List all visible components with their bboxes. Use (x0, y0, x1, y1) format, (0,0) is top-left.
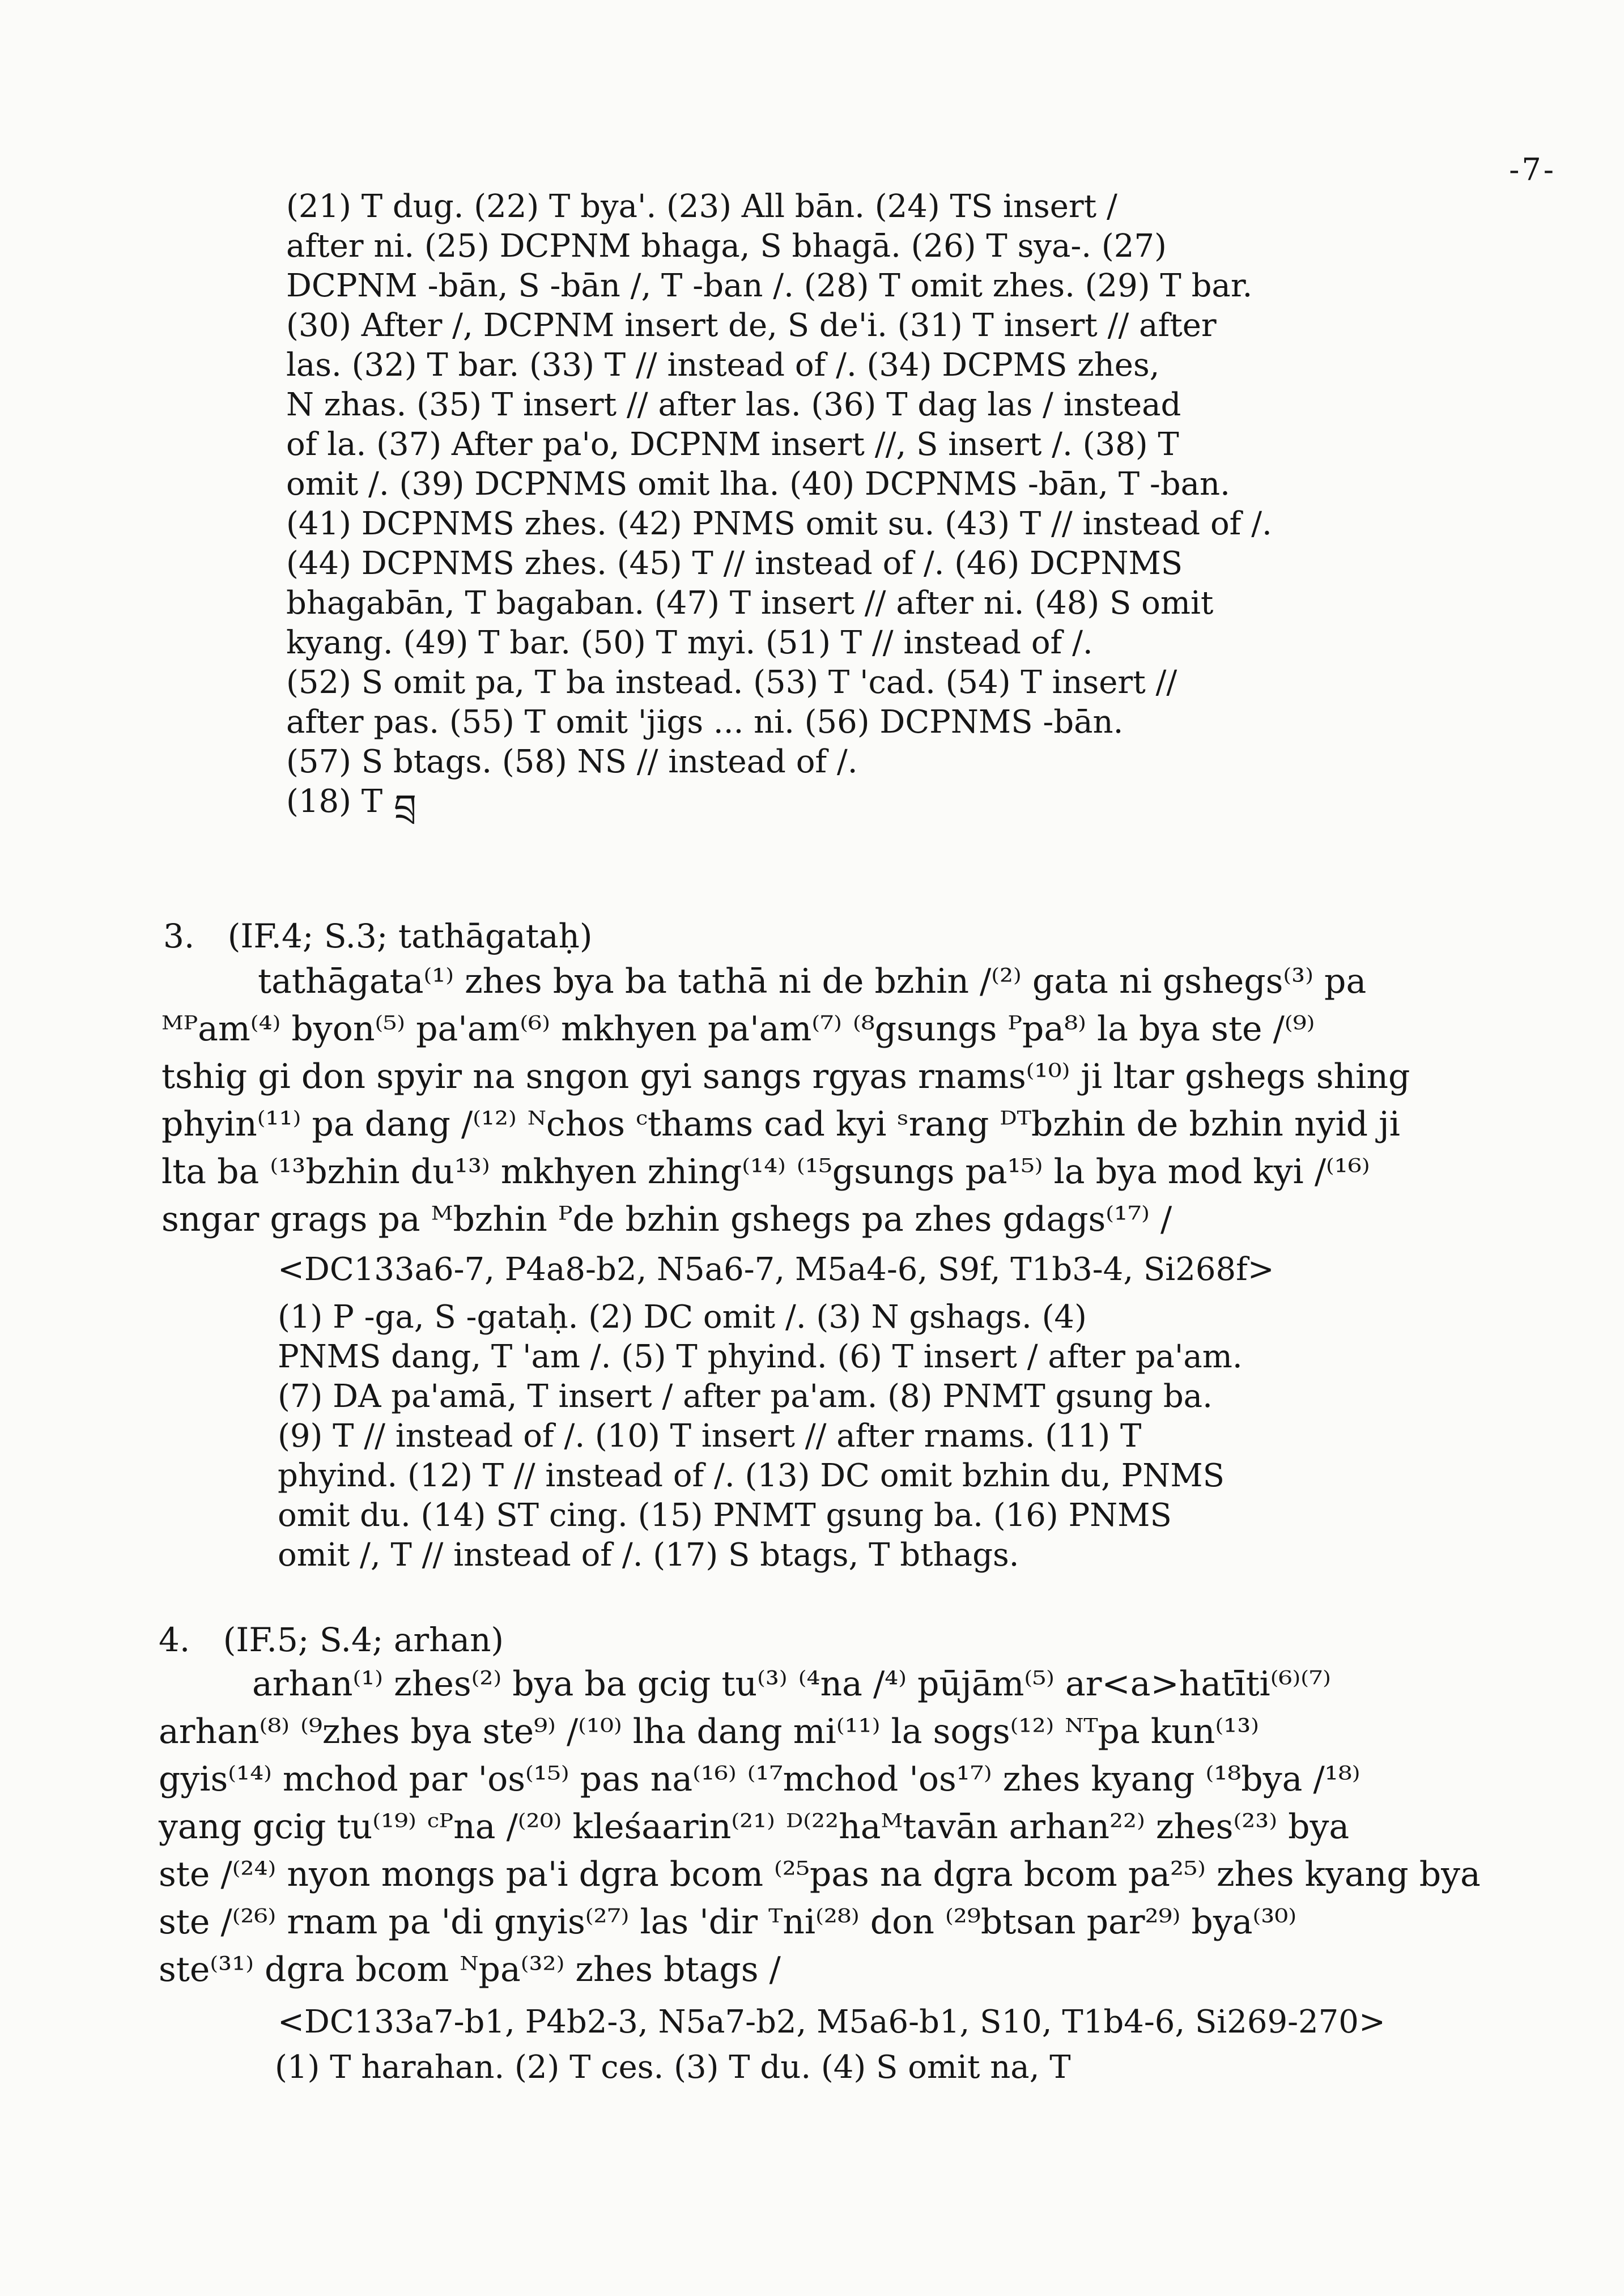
note-line-18 (286, 782, 1442, 828)
note-line: (57) S btags. (58) NS // instead of /. (286, 743, 858, 780)
section-4-paragraph (159, 1660, 1481, 1993)
text-line: ᴹᴾam⁽⁴⁾ byon⁽⁵⁾ pa'am⁽⁶⁾ mkhyen pa'am⁽⁷⁾ ⁽⁸gsungs ᴾpa⁸⁾ la bya ste /⁽⁹⁾ (161, 1009, 1315, 1049)
note-line: (9) T // instead of /. (10) T insert // after rnams. (11) T (278, 1418, 1142, 1455)
section-number: 4. (159, 1621, 190, 1659)
text-line: gyis⁽¹⁴⁾ mchod par 'os⁽¹⁵⁾ pas na⁽¹⁶⁾ ⁽¹⁷mchod 'os¹⁷⁾ zhes kyang ⁽¹⁸bya /¹⁸⁾ (159, 1759, 1361, 1799)
text-line: lta ba ⁽¹³bzhin du¹³⁾ mkhyen zhing⁽¹⁴⁾ ⁽¹⁵gsungs pa¹⁵⁾ la bya mod kyi /⁽¹⁶⁾ (161, 1152, 1370, 1192)
page-number: -7- (1509, 152, 1556, 188)
note-line: of la. (37) After pa'o, DCPNM insert //, S insert /. (38) T (286, 426, 1179, 463)
section-reference: (IF.5; S.4; arhan) (223, 1621, 504, 1659)
note-line: PNMS dang, T 'am /. (5) T phyind. (6) T insert / after pa'am. (278, 1338, 1243, 1375)
section-number: 3. (163, 917, 195, 955)
note-line: (7) DA pa'amā, T insert / after pa'am. (8) PNMT gsung ba. (278, 1378, 1213, 1415)
text-line: yang gcig tu⁽¹⁹⁾ ᶜᴾna /⁽²⁰⁾ kleśaarin⁽²¹⁾ ᴰ⁽²²haᴹtavān arhan²²⁾ zhes⁽²³⁾ bya (159, 1807, 1350, 1847)
note-line: after ni. (25) DCPNM bhaga, S bhagā. (26) T sya-. (27) (286, 228, 1167, 265)
section-4-notes (275, 2048, 1317, 2087)
section-3-paragraph (161, 958, 1410, 1243)
note-line: (41) DCPNMS zhes. (42) PNMS omit su. (43) T // instead of /. (286, 505, 1272, 542)
note-line: omit du. (14) ST cing. (15) PNMT gsung ba. (16) PNMS (278, 1497, 1172, 1534)
note-line: phyind. (12) T // instead of /. (13) DC omit bzhin du, PNMS (278, 1457, 1225, 1494)
text-line: ste /⁽²⁶⁾ rnam pa 'di gnyis⁽²⁷⁾ las 'dir ᵀni⁽²⁸⁾ don ⁽²⁹btsan par²⁹⁾ bya⁽³⁰⁾ (159, 1902, 1297, 1942)
note-line: (30) After /, DCPNM insert de, S de'i. (31) T insert // after (286, 307, 1217, 344)
note-line: omit /. (39) DCPNMS omit lha. (40) DCPNMS -bān, T -ban. (286, 466, 1230, 503)
section2-notes (286, 187, 1442, 828)
note-line: DCPNM -bān, S -bān /, T -ban /. (28) T omit zhes. (29) T bar. (286, 267, 1253, 304)
note-line: (44) DCPNMS zhes. (45) T // instead of /. (46) DCPNMS (286, 545, 1183, 582)
note-line: las. (32) T bar. (33) T // instead of /. (34) DCPMS zhes, (286, 347, 1160, 384)
note-text: (18) T (286, 783, 383, 820)
text-line: tathāgata⁽¹⁾ zhes bya ba tathā ni de bzhin /⁽²⁾ gata ni gshegs⁽³⁾ pa (258, 962, 1367, 1001)
tibetan-glyph: བྲ (394, 786, 416, 828)
text-line: phyin⁽¹¹⁾ pa dang /⁽¹²⁾ ᴺchos ᶜthams cad kyi ˢrang ᴰᵀbzhin de bzhin nyid ji (161, 1104, 1400, 1144)
note-line: (52) S omit pa, T ba instead. (53) T 'cad. (54) T insert // (286, 664, 1177, 701)
note-line: bhagabān, T bagaban. (47) T insert // after ni. (48) S omit (286, 585, 1214, 622)
note-line: N zhas. (35) T insert // after las. (36) T dag las / instead (286, 386, 1181, 423)
note-line: after pas. (55) T omit 'jigs ... ni. (56) DCPNMS -bān. (286, 704, 1124, 741)
text-line: tshig gi don spyir na sngon gyi sangs rgyas rnams⁽¹⁰⁾ ji ltar gshegs shing (161, 1057, 1410, 1096)
note-line: (21) T dug. (22) T bya'. (23) All bān. (24) TS insert / (286, 188, 1117, 225)
note-line: omit /, T // instead of /. (17) S btags, T bthags. (278, 1537, 1019, 1574)
text-line: arhan⁽⁸⁾ ⁽⁹zhes bya ste⁹⁾ /⁽¹⁰⁾ lha dang mi⁽¹¹⁾ la sogs⁽¹²⁾ ᴺᵀpa kun⁽¹³⁾ (159, 1712, 1260, 1751)
text-line: arhan⁽¹⁾ zhes⁽²⁾ bya ba gcig tu⁽³⁾ ⁽⁴na /⁴⁾ pūjām⁽⁵⁾ ar<a>hatīti⁽⁶⁾⁽⁷⁾ (252, 1664, 1331, 1704)
section-4-heading (159, 1621, 504, 1659)
text-line: ste /⁽²⁴⁾ nyon mongs pa'i dgra bcom ⁽²⁵pas na dgra bcom pa²⁵⁾ zhes kyang bya (159, 1855, 1481, 1894)
section-3-locations: <DC133a6-7, P4a8-b2, N5a6-7, M5a4-6, S9f, T1b3-4, Si268f> (278, 1251, 1274, 1288)
section-4-locations: <DC133a7-b1, P4b2-3, N5a7-b2, M5a6-b1, S10, T1b4-6, Si269-270> (278, 2004, 1385, 2040)
note-line: kyang. (49) T bar. (50) T myi. (51) T // instead of /. (286, 624, 1093, 661)
note-line: (1) T harahan. (2) T ces. (3) T du. (4) S omit na, T (275, 2049, 1071, 2086)
note-line: (1) P -ga, S -gataḥ. (2) DC omit /. (3) N gshags. (4) (278, 1299, 1087, 1336)
section-reference: (IF.4; S.3; tathāgataḥ) (227, 917, 593, 955)
section-3-heading (163, 917, 593, 955)
section-3-notes (278, 1298, 1405, 1575)
text-line: sngar grags pa ᴹbzhin ᴾde bzhin gshegs pa zhes gdags⁽¹⁷⁾ / (161, 1200, 1172, 1239)
text-line: ste⁽³¹⁾ dgra bcom ᴺpa⁽³²⁾ zhes btags / (159, 1950, 781, 1989)
